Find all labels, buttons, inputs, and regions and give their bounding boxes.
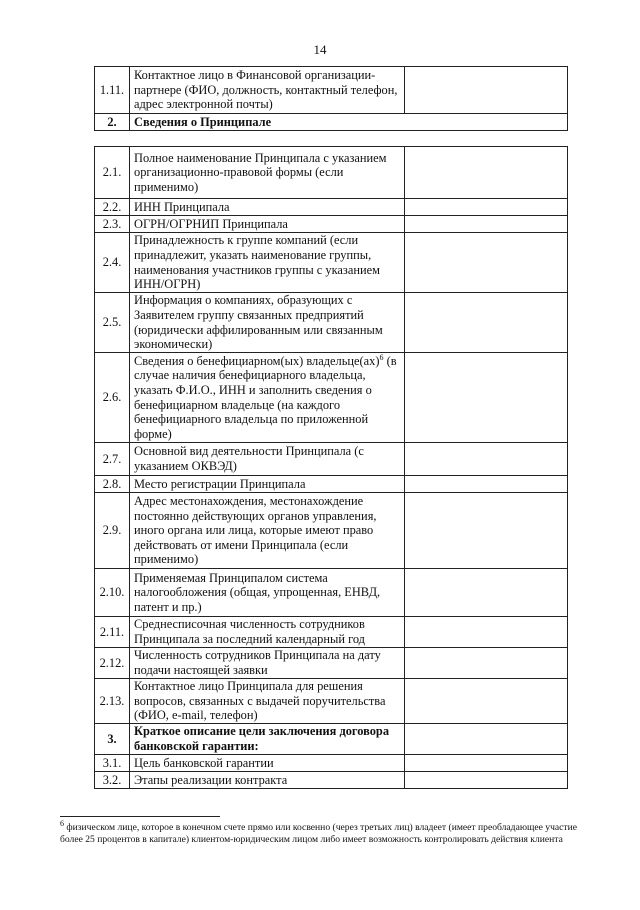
value-cell[interactable]	[405, 476, 568, 493]
value-cell[interactable]	[405, 233, 568, 293]
row-description: Адрес местонахождения, местонахождение постоянно действующих органов управления, иного органа или лица, которые имеют право действовать от имени Принципала (если применимо)	[130, 493, 405, 569]
footnote-text: физическом лице, которое в конечном счете прямо или косвенно (через третьих лиц) владеет (имеет преобладающее участие более 25 процентов в капитале) клиентом-юридическим лицом либо имеет возможность контролировать действия клиента	[60, 822, 578, 845]
row-number: 2.3.	[95, 216, 130, 233]
section-number: 2.	[95, 114, 130, 131]
row-number: 2.10.	[95, 569, 130, 617]
row-number: 2.7.	[95, 443, 130, 476]
row-description: Контактное лицо в Финансовой организации-партнере (ФИО, должность, контактный телефон, адрес электронной почты)	[130, 67, 405, 114]
table-row	[95, 648, 568, 679]
row-description-start: Сведения о бенефициарном(ых) владельце(ах)	[134, 353, 380, 368]
table-row	[95, 679, 568, 724]
row-number: 2.11.	[95, 617, 130, 648]
value-cell[interactable]	[405, 679, 568, 724]
row-number: 3.1.	[95, 755, 130, 772]
row-number: 3.2.	[95, 772, 130, 789]
value-cell[interactable]	[405, 648, 568, 679]
section-header-row	[95, 724, 568, 755]
value-cell[interactable]	[405, 493, 568, 569]
row-number: 2.2.	[95, 199, 130, 216]
footnote	[60, 818, 588, 846]
table-row	[95, 569, 568, 617]
value-cell[interactable]	[405, 569, 568, 617]
row-description: Место регистрации Принципала	[130, 476, 405, 493]
value-cell[interactable]	[405, 147, 568, 199]
section-number: 3.	[95, 724, 130, 755]
row-number: 1.11.	[95, 67, 130, 114]
row-description-rest: (в случае наличия бенефициарного владельца, указать Ф.И.О., ИНН и заполнить сведения о бенефициарном владельце (на каждого бенефициарного владельца по приложенной форме)	[134, 353, 397, 441]
table-row	[95, 147, 568, 199]
row-number: 2.9.	[95, 493, 130, 569]
row-number: 2.6.	[95, 353, 130, 443]
row-number: 2.13.	[95, 679, 130, 724]
value-cell[interactable]	[405, 772, 568, 789]
row-description: Численность сотрудников Принципала на дату подачи настоящей заявки	[130, 648, 405, 679]
value-cell[interactable]	[405, 443, 568, 476]
row-number: 2.1.	[95, 147, 130, 199]
value-cell[interactable]	[405, 216, 568, 233]
value-cell[interactable]	[405, 199, 568, 216]
row-description: Среднесписочная численность сотрудников Принципала за последний календарный год	[130, 617, 405, 648]
row-description: Информация о компаниях, образующих с Заявителем группу связанных предприятий (юридически аффилированным или связанным экономически)	[130, 293, 405, 353]
row-description: ИНН Принципала	[130, 199, 405, 216]
row-description: Цель банковской гарантии	[130, 755, 405, 772]
row-description: Контактное лицо Принципала для решения вопросов, связанных с выдачей поручительства (ФИО, e-mail, телефон)	[130, 679, 405, 724]
section-title: Краткое описание цели заключения договора банковской гарантии:	[130, 724, 405, 755]
table-row	[95, 233, 568, 293]
table-row	[95, 755, 568, 772]
row-description: ОГРН/ОГРНИП Принципала	[130, 216, 405, 233]
table-row	[95, 476, 568, 493]
value-cell[interactable]	[405, 67, 568, 114]
table-row	[95, 293, 568, 353]
row-description: Этапы реализации контракта	[130, 772, 405, 789]
row-description: Принадлежность к группе компаний (если принадлежит, указать наименование группы, наименования участников группы с указанием ИНН/ОГРН)	[130, 233, 405, 293]
table-row	[95, 493, 568, 569]
value-cell[interactable]	[405, 617, 568, 648]
table-row	[95, 216, 568, 233]
row-description: Применяемая Принципалом система налогообложения (общая, упрощенная, ЕНВД, патент и пр.)	[130, 569, 405, 617]
table-row	[95, 772, 568, 789]
value-cell[interactable]	[405, 353, 568, 443]
footnote-mark: 6	[60, 818, 64, 828]
section-header-row	[95, 114, 568, 131]
value-cell[interactable]	[405, 755, 568, 772]
table-row	[95, 353, 568, 443]
section-title: Сведения о Принципале	[130, 114, 568, 131]
applicant-table-part2	[94, 146, 568, 789]
applicant-table-part1	[94, 66, 568, 131]
table-row	[95, 67, 568, 114]
value-cell[interactable]	[405, 724, 568, 755]
row-number: 2.4.	[95, 233, 130, 293]
table-row	[95, 443, 568, 476]
footnote-divider	[60, 816, 220, 817]
row-description	[130, 353, 405, 443]
row-description: Основной вид деятельности Принципала (с указанием ОКВЭД)	[130, 443, 405, 476]
page-number: 14	[313, 42, 327, 57]
footnote-reference: 6	[379, 352, 384, 362]
row-description: Полное наименование Принципала с указанием организационно-правовой формы (если применимо)	[130, 147, 405, 199]
table-row	[95, 617, 568, 648]
value-cell[interactable]	[405, 293, 568, 353]
row-number: 2.8.	[95, 476, 130, 493]
table-row	[95, 199, 568, 216]
row-number: 2.5.	[95, 293, 130, 353]
row-number: 2.12.	[95, 648, 130, 679]
